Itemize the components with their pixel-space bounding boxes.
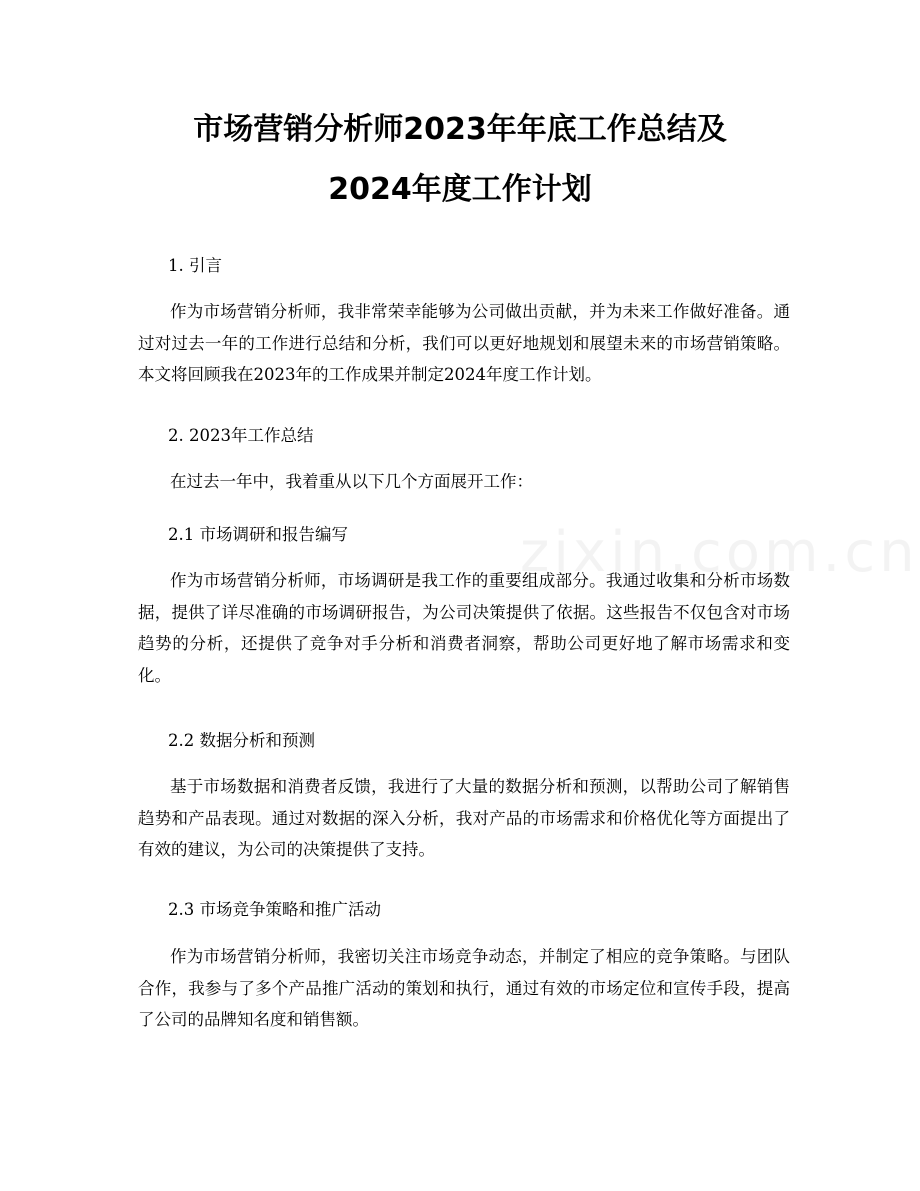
section-body-market-research: 作为市场营销分析师，市场调研是我工作的重要组成部分。我通过收集和分析市场数据，提供了详尽准确的市场调研报告，为公司决策提供了依据。这些报告不仅包含对市场趋势的分析，还提供了竞争对手分析和消费者洞察，帮助公司更好地了解市场需求和变化。 (138, 571, 790, 685)
document-title-line-2: 2024年度工作计划 (328, 172, 592, 207)
section-body-introduction: 作为市场营销分析师，我非常荣幸能够为公司做出贡献，并为未来工作做好准备。通过对过去一年的工作进行总结和分析，我们可以更好地规划和展望未来的市场营销策略。本文将回顾我在2023年的工作成果并制定2024年度工作计划。 (138, 302, 790, 384)
section-heading-data-analysis: 2.2 数据分析和预测 (168, 731, 315, 750)
section-heading-market-research: 2.1 市场调研和报告编写 (168, 525, 348, 544)
section-body-competition-strategy: 作为市场营销分析师，我密切关注市场竞争动态，并制定了相应的竞争策略。与团队合作，我参与了多个产品推广活动的策划和执行，通过有效的市场定位和宣传手段，提高了公司的品牌知名度和销售额。 (138, 947, 790, 1029)
document-title-line-1: 市场营销分析师2023年年底工作总结及 (193, 112, 727, 147)
section-heading-competition-strategy: 2.3 市场竞争策略和推广活动 (168, 900, 381, 919)
section-body-2023-summary: 在过去一年中，我着重从以下几个方面展开工作： (170, 472, 533, 491)
section-heading-2023-summary: 2. 2023年工作总结 (168, 426, 314, 445)
section-heading-introduction: 1. 引言 (168, 256, 222, 275)
section-body-data-analysis: 基于市场数据和消费者反馈，我进行了大量的数据分析和预测，以帮助公司了解销售趋势和产品表现。通过对数据的深入分析，我对产品的市场需求和价格优化等方面提出了有效的建议，为公司的决策提供了支持。 (138, 777, 790, 859)
